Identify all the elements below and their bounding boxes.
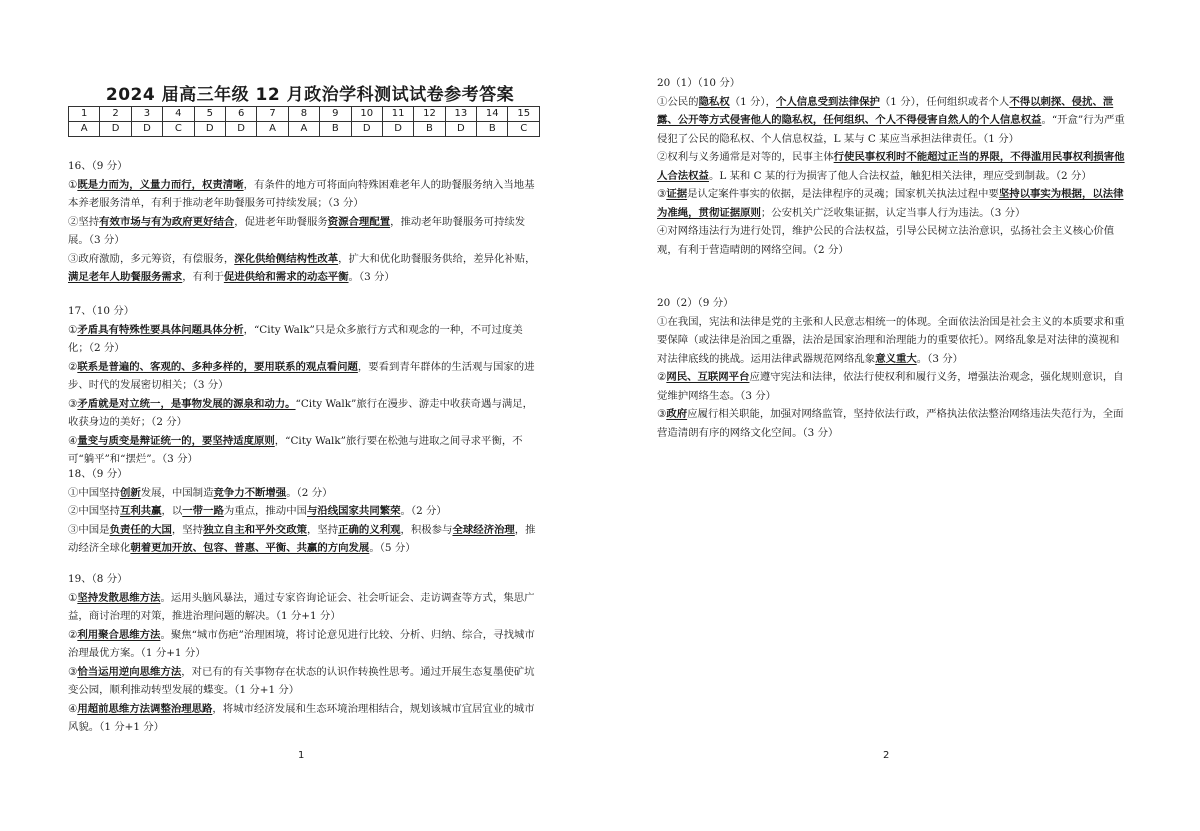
answer-point: ②中国坚持互利共赢，以一带一路为重点，推动中国与沿线国家共同繁荣。（2 分） [68,505,447,517]
answer-point: ③政府激励，多元筹资，有偿服务，深化供给侧结构性改革，扩大和优化助餐服务供给，差异化补贴，满足老年人助餐服务需求，有利于促进供给和需求的动态平衡。（3 分） [68,252,536,283]
question-17-heading: 17、（10 分） [68,305,135,317]
answer-point: ①公民的隐私权（1 分），个人信息受到法律保护（1 分），任何组织或者个人不得以刺探、侵扰、泄露、公开等方式侵害他人的隐私权，任何组织、个人不得侵害自然人的个人信息权益。“开盒”行为严重侵犯了公民的隐私权、个人信息权益，L 某与 C 某应当承担法律责任。（1 分） [657,95,1125,145]
answer-table [68,106,540,137]
answer-point: ③政府应履行相关职能，加强对网络监管，坚持依法行政，严格执法依法整治网络违法失范行为，全面营造清朗有序的网络文化空间。（3 分） [657,408,1124,439]
answer-point: ②权利与义务通常是对等的，民事主体行使民事权利时不能超过正当的界限，不得滥用民事权利损害他人合法权益。L 某和 C 某的行为损害了他人合法权益，触犯相关法律，理应受到制裁。（2 分） [657,151,1125,182]
answer-point: ②联系是普遍的、客观的、多种多样的，要用联系的观点看问题，要看到青年群体的生活观与国家的进步、时代的发展密切相关；（3 分） [68,360,535,391]
answer-point: ③矛盾就是对立统一，是事物发展的源泉和动力。“City Walk”旅行在漫步、游走中收获奇遇与满足，收获身边的美好；（2 分） [68,397,534,428]
answer-letter: C [508,122,540,137]
answer-point: ①坚持发散思维方法。运用头脑风暴法，通过专家咨询论证会、社会听证会、走访调查等方式，集思广益，商讨治理的对策，推进治理问题的解决。（1 分+1 分） [68,591,535,622]
answer-number: 6 [225,107,256,122]
answer-letter: A [69,122,100,137]
page-number: 1 [298,750,305,761]
question-20-1-heading: 20（1）（10 分） [657,77,741,89]
answer-letter: D [445,122,476,137]
answer-table-numbers-row [69,107,540,122]
answer-letter: C [163,122,194,137]
answer-number: 13 [445,107,476,122]
answer-number: 8 [288,107,319,122]
answer-point: ①既是力而为，义量力而行，权责清晰，有条件的地方可将面向特殊困难老年人的助餐服务纳入当地基本养老服务清单，有利于推动老年助餐服务可持续发展；（3 分） [68,178,535,209]
answer-point: ③证据是认定案件事实的依据，是法律程序的灵魂；国家机关执法过程中要坚持以事实为根据，以法律为准绳，贯彻证据原则；公安机关广泛收集证据，认定当事人行为违法。（3 分） [657,188,1124,219]
answer-letter: B [477,122,508,137]
answer-number: 12 [414,107,445,122]
page-2 [600,0,1200,831]
answer-number: 11 [382,107,413,122]
answer-number: 4 [163,107,194,122]
question-16-heading: 16、（9 分） [68,160,128,172]
question-20-1 [657,74,1125,259]
answer-letter: A [288,122,319,137]
question-19 [68,570,540,737]
answer-point: ②利用聚合思维方法。聚焦“城市伤疤”治理困境，将讨论意见进行比较、分析、归纳、综合，寻找城市治理最优方案。（1 分+1 分） [68,628,535,659]
answer-letter: B [320,122,351,137]
answer-letter: D [194,122,225,137]
page-number: 2 [883,750,890,761]
answer-letter: D [351,122,382,137]
question-19-heading: 19、（8 分） [68,573,128,585]
answer-point: ①在我国，宪法和法律是党的主张和人民意志相统一的体现。全面依法治国是社会主义的本质要求和重要保障（或法律是治国之重器，法治是国家治理和治理能力的重要依托）。网络乱象是对法律的漠视和对法律底线的挑战。运用法律武器规范网络乱象意义重大。（3 分） [657,315,1125,365]
answer-number: 7 [257,107,288,122]
answer-number: 10 [351,107,382,122]
answer-number: 15 [508,107,540,122]
question-20-2 [657,294,1125,442]
answer-point: ③恰当运用逆向思维方法，对已有的有关事物存在状态的认识作转换性思考。通过开展生态复墨使矿坑变公园，顺利推动转型发展的蝶变。（1 分+1 分） [68,665,535,696]
answer-point: ④对网络违法行为进行处罚，维护公民的合法权益，引导公民树立法治意识，弘扬社会主义核心价值观，有利于营造晴朗的网络空间。（2 分） [657,225,1115,256]
answer-number: 5 [194,107,225,122]
answer-number: 3 [131,107,162,122]
question-16 [68,157,540,287]
answer-number: 1 [69,107,100,122]
answer-point: ③中国是负责任的大国，坚持独立自主和平外交政策，坚持正确的义利观，积极参与全球经济治理，推动经济全球化朝着更加开放、包容、普惠、平衡、共赢的方向发展。（5 分） [68,523,536,554]
page-title: 2024 届高三年级 12 月政治学科测试试卷参考答案 [105,85,515,105]
answer-letter: A [257,122,288,137]
answer-letter: B [414,122,445,137]
answer-number: 9 [320,107,351,122]
answer-number: 2 [100,107,131,122]
question-18 [68,465,540,558]
answer-point: ④量变与质变是辩证统一的，要坚持适度原则，“City Walk”旅行要在松弛与进取之间寻求平衡，不可“躺平”和“摆烂”。（3 分） [68,434,523,465]
answer-point: ②网民、互联网平台应遵守宪法和法律，依法行使权利和履行义务，增强法治观念，强化规则意识，自觉维护网络生态。（3 分） [657,371,1124,402]
answer-letter: D [225,122,256,137]
question-17 [68,302,540,469]
answer-letter: D [131,122,162,137]
answer-point: ④用超前思维方法调整治理思路，将城市经济发展和生态环境治理相结合，规划该城市宜居宜业的城市风貌。（1 分+1 分） [68,702,535,733]
question-20-2-heading: 20（2）（9 分） [657,297,734,309]
answer-letter: D [100,122,131,137]
answer-point: ②坚持有效市场与有为政府更好结合，促进老年助餐服务资源合理配置，推动老年助餐服务可持续发展。（3 分） [68,215,526,246]
answer-number: 14 [477,107,508,122]
answer-letter: D [382,122,413,137]
answer-point: ①中国坚持创新发展，中国制造竞争力不断增强。（2 分） [68,486,333,499]
answer-point: ①矛盾具有特殊性要具体问题具体分析，“City Walk”只是众多旅行方式和观念的一种，不可过度美化；（2 分） [68,323,523,354]
question-18-heading: 18、（9 分） [68,468,128,480]
answer-table-answers-row [69,122,540,137]
